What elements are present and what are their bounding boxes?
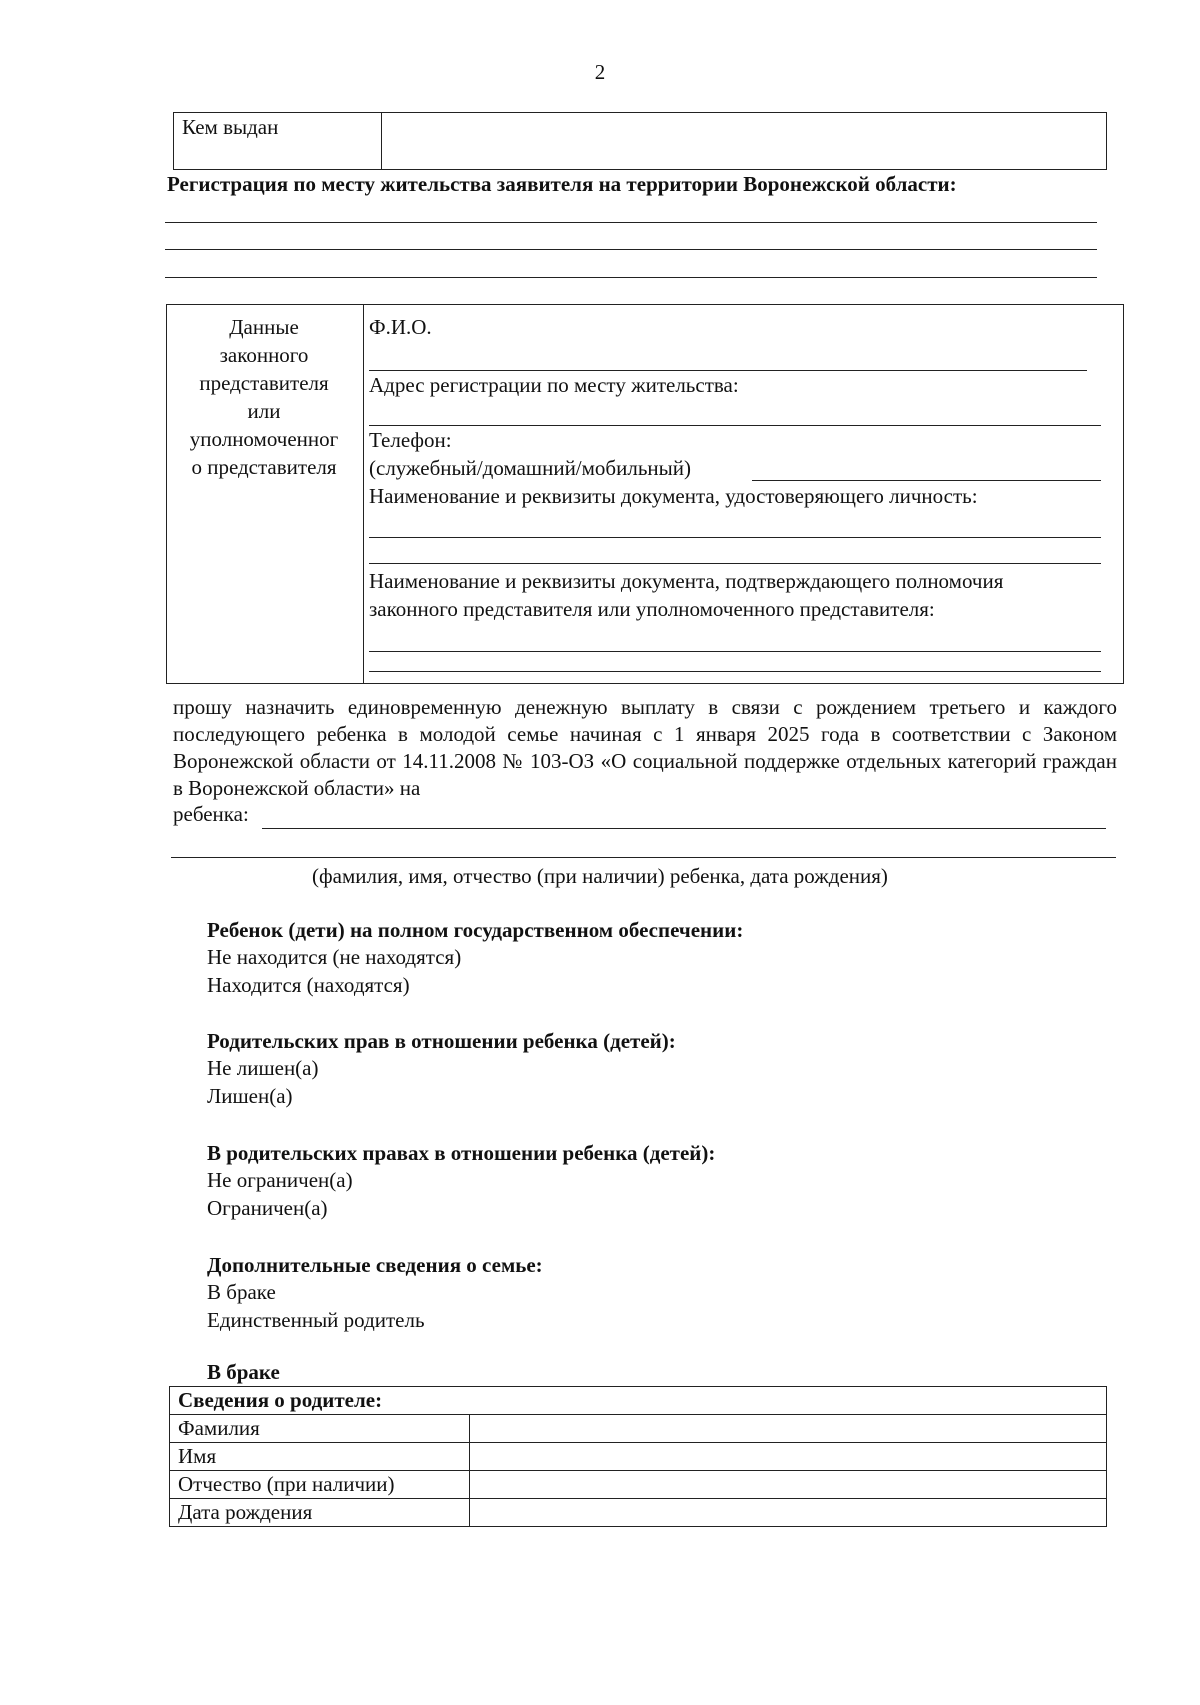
child-prefix: ребенка:	[173, 802, 249, 826]
table-row	[170, 1387, 1107, 1415]
parent-field-value[interactable]	[470, 1471, 1107, 1499]
child-line-1[interactable]	[262, 828, 1106, 829]
representative-label-line: о представителя	[191, 455, 337, 479]
parental-rights-heading: Родительских прав в отношении ребенка (детей):	[207, 1029, 676, 1053]
authority-document-label-1: Наименование и реквизиты документа, подтверждающего полномочия	[369, 569, 1004, 593]
id-document-line-1[interactable]	[369, 537, 1101, 538]
child-line-2[interactable]	[171, 857, 1116, 858]
parent-info-title: Сведения о родителе:	[170, 1387, 1107, 1415]
state-care-option[interactable]: Не находится (не находятся)	[207, 945, 462, 969]
table-row	[170, 1499, 1107, 1527]
family-info-option[interactable]: Единственный родитель	[207, 1308, 425, 1332]
fio-label: Ф.И.О.	[369, 315, 432, 339]
parent-field-value[interactable]	[470, 1415, 1107, 1443]
parent-field-value[interactable]	[470, 1443, 1107, 1471]
parent-field-label: Дата рождения	[170, 1499, 470, 1527]
registration-heading: Регистрация по месту жительства заявителя на территории Воронежской области:	[167, 172, 957, 196]
registration-line-1[interactable]	[165, 222, 1097, 223]
parental-rights-option[interactable]: Лишен(а)	[207, 1084, 293, 1108]
authority-document-line-1[interactable]	[369, 651, 1101, 652]
family-info-option[interactable]: В браке	[207, 1280, 276, 1304]
rights-restriction-heading: В родительских правах в отношении ребенка (детей):	[207, 1141, 716, 1165]
representative-label-line: Данные	[229, 315, 299, 339]
authority-document-label-2: законного представителя или уполномоченного представителя:	[369, 597, 935, 621]
registration-line-2[interactable]	[165, 249, 1097, 250]
address-line[interactable]	[369, 425, 1101, 426]
table-row	[170, 1443, 1107, 1471]
child-caption: (фамилия, имя, отчество (при наличии) ребенка, дата рождения)	[312, 864, 888, 888]
representative-divider	[363, 305, 364, 683]
request-paragraph	[173, 694, 1117, 802]
representative-label-line: представителя	[199, 371, 329, 395]
page-number: 2	[594, 60, 606, 84]
rights-restriction-option[interactable]: Ограничен(а)	[207, 1196, 328, 1220]
request-text: прошу назначить единовременную денежную выплату в связи с рождением третьего и каждого последующего ребенка в молодой семье начиная с 1 января 2025 года в соответствии с Законом Воронежской области от 14.11.2008 № 103-ОЗ «О социальной поддержке отдельных категорий граждан в Воронежской области» на	[173, 695, 1117, 800]
phone-label: Телефон:	[369, 428, 452, 452]
state-care-heading: Ребенок (дети) на полном государственном обеспечении:	[207, 918, 744, 942]
phone-types-label: (служебный/домашний/мобильный)	[369, 456, 691, 480]
id-document-label: Наименование и реквизиты документа, удостоверяющего личность:	[369, 484, 978, 508]
authority-document-line-2[interactable]	[369, 671, 1101, 672]
state-care-option[interactable]: Находится (находятся)	[207, 973, 410, 997]
issued-by-label: Кем выдан	[182, 115, 279, 139]
representative-label-line: или	[247, 399, 281, 423]
parent-field-label: Имя	[170, 1443, 470, 1471]
registration-line-3[interactable]	[165, 277, 1097, 278]
table-row	[170, 1471, 1107, 1499]
parent-field-value[interactable]	[470, 1499, 1107, 1527]
married-heading: В браке	[207, 1360, 280, 1384]
representative-label-line: уполномоченног	[189, 427, 339, 451]
parent-field-label: Отчество (при наличии)	[170, 1471, 470, 1499]
parent-field-label: Фамилия	[170, 1415, 470, 1443]
issued-by-table	[173, 112, 1107, 170]
table-divider	[381, 113, 382, 169]
parental-rights-option[interactable]: Не лишен(а)	[207, 1056, 319, 1080]
representative-label-line: законного	[219, 343, 309, 367]
rights-restriction-option[interactable]: Не ограничен(а)	[207, 1168, 353, 1192]
phone-line[interactable]	[752, 480, 1101, 481]
representative-box	[166, 304, 1124, 684]
table-row	[170, 1415, 1107, 1443]
parent-info-table	[169, 1386, 1107, 1527]
id-document-line-2[interactable]	[369, 563, 1101, 564]
representative-label	[169, 313, 359, 481]
family-info-heading: Дополнительные сведения о семье:	[207, 1253, 543, 1277]
address-label: Адрес регистрации по месту жительства:	[369, 373, 739, 397]
